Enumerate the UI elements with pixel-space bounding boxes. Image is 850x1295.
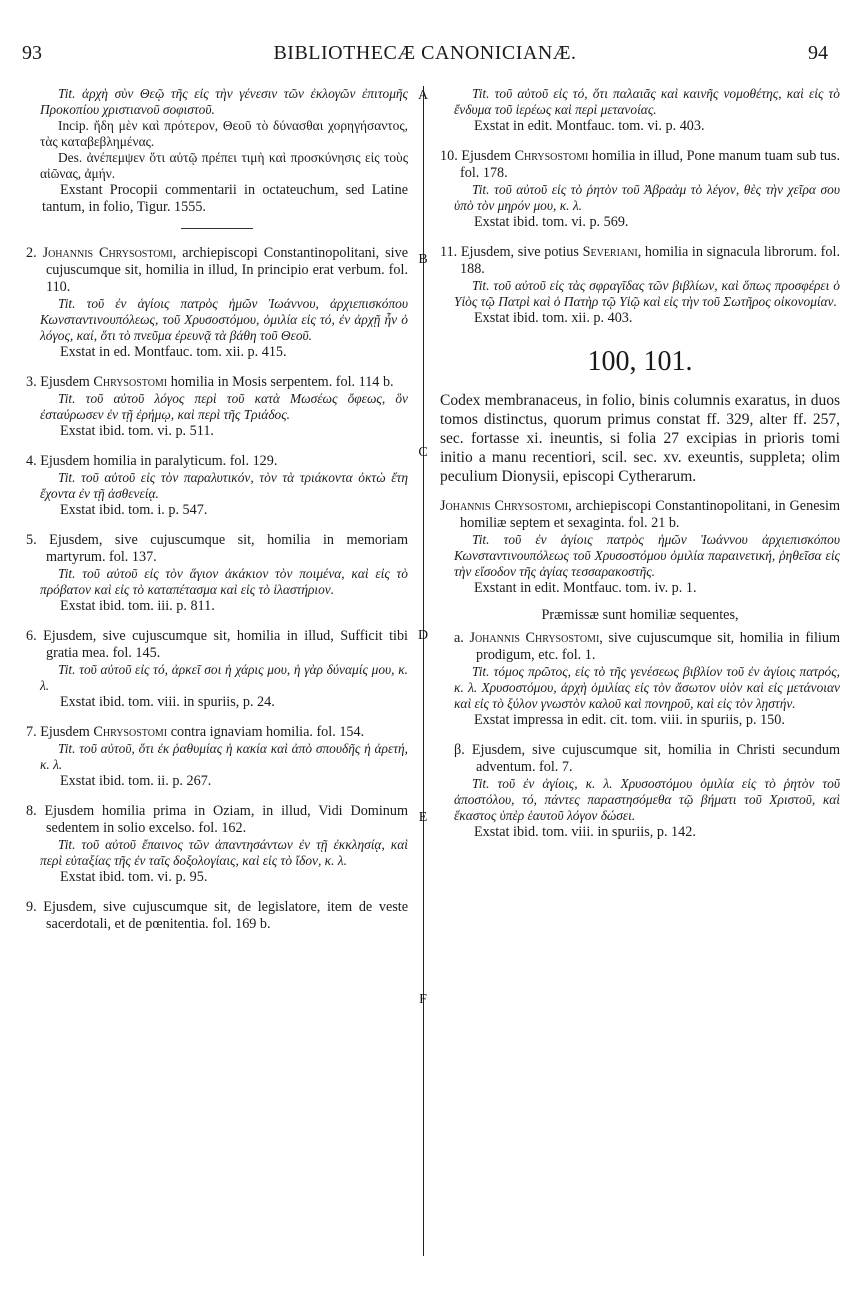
page-header (22, 42, 828, 72)
entry-text: Ejusdem homilia in paralyticum. fol. 129. (40, 453, 278, 469)
entry-exstat: Exstat ibid. tom. xii. p. 403. (474, 310, 633, 326)
entry-greek-title: Tit. τοῦ αὐτοῦ εἰς τὸν παραλυτικόν, τὸν τὰ τριάκοντα ὀκτὼ ἔτη ἔχοντα ἐν τῇ ἀσθενείᾳ. (40, 470, 408, 501)
margin-marker-b: B (418, 252, 428, 267)
catalog-entry (440, 148, 840, 231)
entry-prefix: Ejusdem (461, 148, 515, 164)
catalog-entry (26, 532, 408, 615)
entry-prefix: Ejusdem, sive potius (460, 244, 583, 260)
entry-greek-title: Tit. τόμος πρῶτος, εἰς τὸ τῆς γενέσεως βιβλίον τοῦ ἐν ἁγίοις πατρός, κ. λ. Χρυσοστόμου, ἀρχὴ ὁμιλίας εἰς τὸν ἄσωτον υἱὸν καὶ εἰς μετάνοιαν καὶ εἰς τὸ ξύλον γνωστὸν καλοῦ καὶ πονηροῦ, καὶ εἰς τὸν λῃστήν. (454, 664, 840, 711)
sub-entry (440, 630, 840, 729)
entry-text: contra ignaviam homilia. fol. 154. (167, 724, 365, 740)
entry-text: homilia in Mosis serpentem. fol. 114 b. (167, 374, 394, 390)
entry-greek-title: Tit. τοῦ ἐν ἁγίοις πατρὸς ἡμῶν Ἰωάννου, ἀρχιεπισκόπου Κωνσταντινουπόλεως, τοῦ Χρυσοστόμου, ὁμιλία εἰς τό, ἐν ἀρχῇ ἦν ὁ λόγος, καί, ὅτι τὸ πνεῦμα ἐρευνᾷ τὰ βάθη τοῦ Θεοῦ. (40, 296, 408, 343)
author-name: Chrysostomi (93, 374, 168, 390)
margin-marker-e: E (418, 810, 428, 825)
author-name: Chrysostomi (93, 724, 168, 740)
entry-number: 3. (26, 374, 37, 390)
catalog-entry (26, 628, 408, 711)
entry-text: , archiepiscopi Constantinopolitani, sive cujuscumque sit, homilia in illud, In principio erat verbum. fol. 110. (46, 245, 408, 295)
entry-text: , archiepiscopi Constantinopolitani, in Genesim homiliæ septem et sexaginta. fol. 21 b. (460, 498, 840, 531)
entry-exstat: Exstant in edit. Montfauc. tom. iv. p. 1. (474, 580, 697, 596)
entry-exstat: Exstat ibid. tom. vi. p. 511. (60, 423, 214, 439)
codex-heading: 100, 101. (587, 346, 693, 377)
entry-exstat: Exstat impressa in edit. cit. tom. viii. in spuriis, p. 150. (474, 712, 785, 728)
entry-text: Ejusdem, sive cujuscumque sit, homilia in illud, Sufficit tibi gratia mea. fol. 145. (43, 628, 408, 661)
margin-marker-c: C (418, 445, 428, 460)
sub-entry (440, 742, 840, 841)
catalog-entry (440, 498, 840, 597)
intro-title: Tit. ἀρχὴ σὺν Θεῷ τῆς εἰς τὴν γένεσιν τῶν ἐκλογῶν ἐπιτομῆς Προκοπίου χριστιανοῦ σοφιστοῦ. (40, 86, 408, 117)
entry-greek-title: Tit. τοῦ αὐτοῦ ἔπαινος τῶν ἀπαντησάντων ἐν τῇ ἐκκλησίᾳ, καὶ περὶ εὐταξίας τῆς ἐν ταῖς δοξολογίαις, καὶ εἰς τὸ ἴδον, κ. λ. (40, 837, 408, 868)
author-name: Johannis Chrysostomi (440, 498, 569, 514)
entry-prefix: Ejusdem (40, 374, 94, 390)
entry-text: Ejusdem, sive cujuscumque sit, de legislatore, item de veste sacerdotali, et de pœnitentia. fol. 169 b. (43, 899, 408, 932)
entry-exstat: Exstat ibid. tom. ii. p. 267. (60, 773, 212, 789)
section-rule (181, 228, 253, 229)
author-name: Severiani (582, 244, 638, 260)
entry-number: 7. (26, 724, 37, 740)
author-name: Johannis Chrysostomi (42, 245, 173, 261)
intro-exstant: Exstant Procopii commentarii in octateuchum, sed Latine tantum, in folio, Tigur. 1555. (42, 182, 408, 215)
sub-entry-letter: β. (454, 742, 465, 758)
codex-description: Codex membranaceus, in folio, binis columnis exaratus, in duos tomos distinctus, quorum primus constat ff. 329, alter ff. 257, sec. fortasse xi. ineuntis, si folia 27 excipias in prioris tomi initio a manu recentiori, scil. sec. xv. exeuntis, suppleta; olim peculium Dionysii, episcopi Cytherarum. (440, 392, 840, 485)
entry-exstat: Exstat in edit. Montfauc. tom. vi. p. 403. (474, 118, 705, 134)
entry-prefix: Ejusdem (40, 724, 94, 740)
catalog-entry (440, 244, 840, 327)
intro-incipit: Incip. ἤδη μὲν καὶ πρότερον, Θεοῦ τὸ δύνασθαι χορηγήσαντος, τὰς καταβεβλημένας. (40, 118, 408, 149)
entry-number: 4. (26, 453, 37, 469)
entry-exstat: Exstat ibid. tom. vi. p. 569. (474, 214, 629, 230)
running-title: BIBLIOTHECÆ CANONICIANÆ. (273, 42, 577, 64)
intro-desinit: Des. ἀνέπεμψεν ὅτι αὐτῷ πρέπει τιμὴ καὶ προσκύνησις εἰς τοὺς αἰῶνας, ἀμήν. (40, 150, 408, 181)
entry-text: , homilia in signacula librorum. fol. 188. (460, 244, 840, 277)
entry-number: 9. (26, 899, 37, 915)
entry-exstat: Exstat ibid. tom. vi. p. 95. (60, 869, 208, 885)
margin-marker-d: D (417, 628, 429, 643)
page-number-left: 93 (22, 42, 42, 64)
entry-number: 6. (26, 628, 37, 644)
author-name: Johannis Chrysostomi (469, 630, 600, 646)
entry-exstat: Exstat ibid. tom. iii. p. 811. (60, 598, 215, 614)
entry-greek-title: Tit. τοῦ αὐτοῦ εἰς τὸ ῥητὸν τοῦ Ἀβραὰμ τὸ λέγον, θὲς τὴν χεῖρα σου ὑπὸ τὸν μηρόν μου, κ. λ. (454, 182, 840, 213)
entry-text: , sive cujuscumque sit, homilia in filium prodigum, etc. fol. 1. (476, 630, 840, 663)
entry-greek-title: Tit. τοῦ αὐτοῦ εἰς τὰς σφραγῖδας τῶν βιβλίων, καὶ ὅπως προσφέρει ὁ Υἱὸς τῷ Πατρὶ καὶ ὁ Πατὴρ τῷ Υἱῷ καὶ εἰς τὴν τοῦ Σωτῆρος οἰκονομίαν. (454, 278, 840, 309)
entry-text: Ejusdem, sive cujuscumque sit, homilia in Christi secundum adventum. fol. 7. (471, 742, 840, 775)
entry-greek-title: Tit. τοῦ αὐτοῦ εἰς τό, ὅτι παλαιᾶς καὶ καινῆς νομοθέτης, καὶ εἰς τὸ ἔνδυμα τοῦ ἱερέως καὶ περὶ μετανοίας. (454, 86, 840, 117)
margin-marker-f: F (419, 992, 427, 1007)
entry-text: Ejusdem, sive cujuscumque sit, homilia in memoriam martyrum. fol. 137. (46, 532, 409, 565)
catalog-entry (26, 245, 408, 361)
catalog-entry (26, 374, 408, 440)
entry-exstat: Exstat ibid. tom. viii. in spuriis, p. 142. (474, 824, 696, 840)
catalog-entry (26, 724, 408, 790)
entry-greek-title: Tit. τοῦ ἐν ἁγίοις, κ. λ. Χρυσοστόμου ὁμιλία εἰς τὸ ῥητὸν τοῦ ἀποστόλου, τό, πάντες παραστησόμεθα τῷ βήματι τοῦ Χριστοῦ, καὶ ἕκαστος ὑπὲρ ἑαυτοῦ λόγον δώσει. (454, 776, 840, 823)
entry-greek-title: Tit. τοῦ ἐν ἁγίοις πατρὸς ἡμῶν Ἰωάννου ἀρχιεπισκόπου Κωνσταντινουπόλεως τοῦ Χρυσοστόμου ὁμιλία παραινετική, ῥηθεῖσα εἰς τὴν εἴσοδον τῆς ἁγίας τεσσαρακοστῆς. (454, 532, 840, 579)
entry-number: 10. (440, 148, 458, 164)
sub-entry-letter: a. (454, 630, 464, 646)
catalog-entry (26, 453, 408, 519)
left-column (26, 86, 408, 933)
entry-text: Ejusdem homilia prima in Oziam, in illud, Vidi Dominum sedentem in solio excelso. fol. 162. (44, 803, 408, 836)
entry-text: homilia in illud, Pone manum tuam sub tus. fol. 178. (460, 148, 841, 181)
catalog-entry (26, 899, 408, 933)
entry-number: 11. (440, 244, 458, 260)
entry-exstat: Exstat ibid. tom. viii. in spuriis, p. 24. (60, 694, 275, 710)
entry-number: 2. (26, 245, 37, 261)
premissae-note: Præmissæ sunt homiliæ sequentes, (541, 607, 739, 623)
entry-exstat: Exstat in ed. Montfauc. tom. xii. p. 415. (60, 344, 287, 360)
margin-marker-a: A (417, 88, 429, 103)
entry-greek-title: Tit. τοῦ αὐτοῦ εἰς τὸν ἅγιον ἀκάκιον τὸν ποιμένα, καὶ εἰς τὸ πρόβατον καὶ εἰς τὸ καταπέτασμα καὶ εἰς τὸ ἱλαστήριον. (40, 566, 408, 597)
page-number-right: 94 (808, 42, 828, 64)
catalog-entry (26, 803, 408, 886)
entry-number: 5. (26, 532, 37, 548)
entry-exstat: Exstat ibid. tom. i. p. 547. (60, 502, 208, 518)
entry-greek-title: Tit. τοῦ αὐτοῦ, ὅτι ἐκ ῥαθυμίας ἡ κακία καὶ ἀπὸ σπουδῆς ἡ ἀρετή, κ. λ. (40, 741, 408, 772)
entry-greek-title: Tit. τοῦ αὐτοῦ λόγος περὶ τοῦ κατὰ Μωσέως ὄφεως, ὃν ἐσταύρωσεν ἐν τῇ ἐρήμῳ, καὶ περὶ τῆς Τριάδος. (40, 391, 408, 422)
entry-number: 8. (26, 803, 37, 819)
entry-greek-title: Tit. τοῦ αὐτοῦ εἰς τό, ἀρκεῖ σοι ἡ χάρις μου, ἡ γὰρ δύναμίς μου, κ. λ. (40, 662, 408, 693)
author-name: Chrysostomi (514, 148, 589, 164)
right-column (440, 86, 840, 841)
